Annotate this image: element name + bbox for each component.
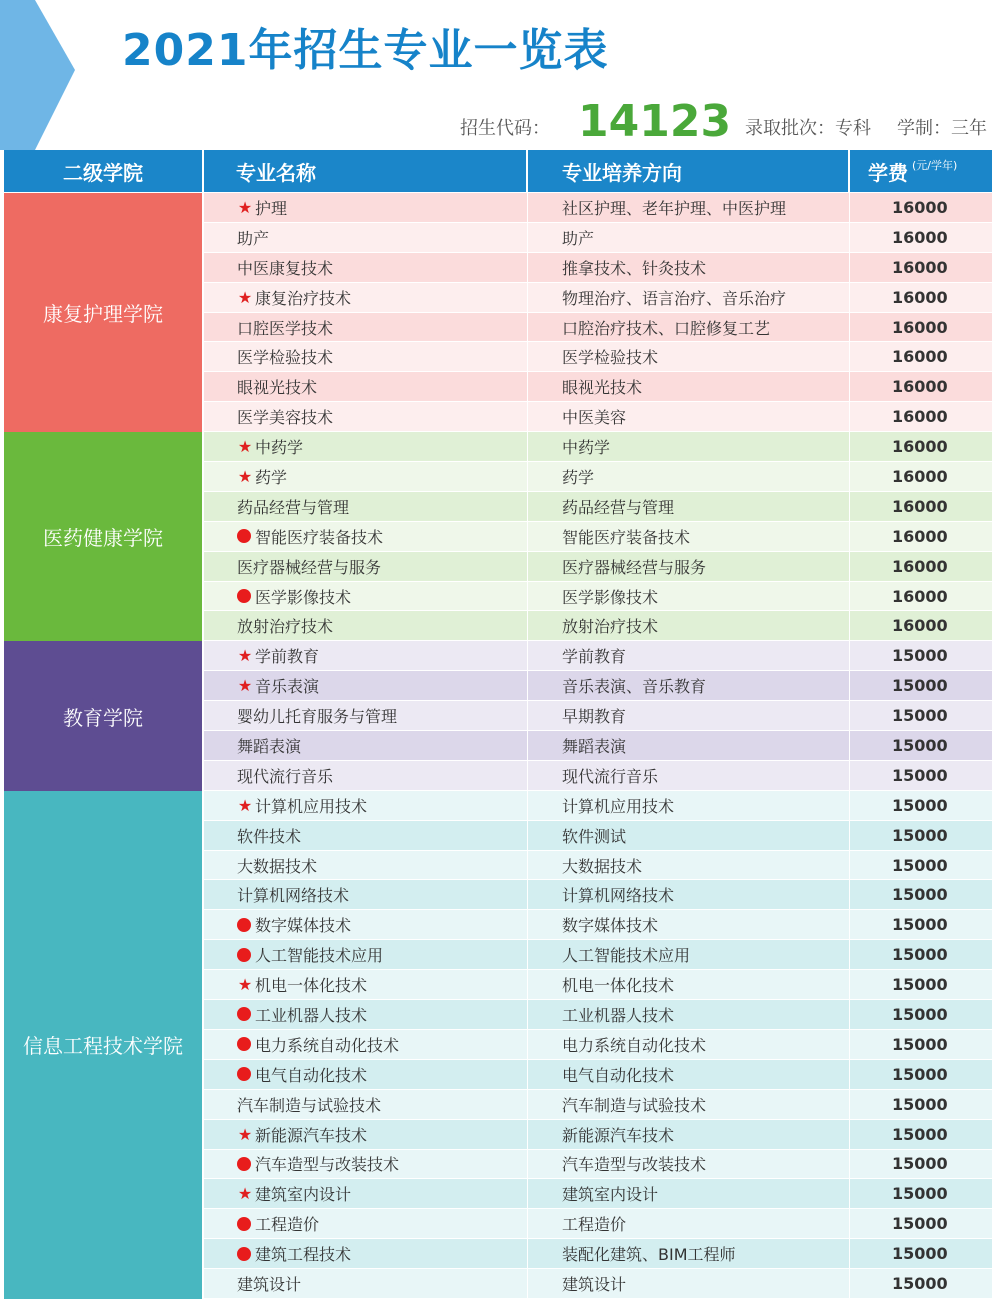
direction-cell: 现代流行音乐 (528, 761, 850, 790)
star-icon: ★ (237, 646, 253, 666)
fee-cell: 16000 (892, 377, 948, 397)
star-icon: ★ (237, 676, 253, 696)
direction-cell: 医疗器械经营与服务 (528, 552, 850, 581)
direction-cell: 人工智能技术应用 (528, 940, 850, 969)
header-fee-label: 学费 (868, 160, 908, 185)
red-dot-icon (237, 529, 251, 543)
code-label: 招生代码： (460, 118, 550, 139)
major-cell (204, 1209, 528, 1238)
major-cell (204, 462, 528, 491)
fee-cell: 15000 (892, 795, 948, 815)
direction-cell: 建筑室内设计 (528, 1179, 850, 1208)
major-name: 药品经营与管理 (237, 497, 350, 517)
major-cell (204, 342, 528, 371)
major-cell (204, 1239, 528, 1268)
major-name: 大数据技术 (237, 856, 318, 876)
direction-cell: 大数据技术 (528, 851, 850, 880)
direction-cell: 电气自动化技术 (528, 1060, 850, 1089)
major-name: 助产 (237, 228, 270, 248)
header-fee (850, 150, 992, 192)
fee-cell: 15000 (892, 765, 948, 785)
header-major: 专业名称 (204, 150, 528, 192)
table-row (204, 492, 992, 522)
direction-cell: 电力系统自动化技术 (528, 1030, 850, 1059)
table-row (204, 432, 992, 462)
fee-cell: 16000 (892, 317, 948, 337)
fee-cell: 15000 (892, 1154, 948, 1174)
fee-cell: 16000 (892, 437, 948, 457)
major-name: 新能源汽车技术 (255, 1125, 368, 1145)
table-row (204, 313, 992, 343)
direction-cell: 舞蹈表演 (528, 731, 850, 760)
header-college: 二级学院 (4, 150, 204, 192)
college-name: 教育学院 (4, 641, 204, 790)
major-name: 建筑工程技术 (255, 1245, 352, 1265)
star-icon: ★ (237, 795, 253, 815)
direction-cell: 学前教育 (528, 641, 850, 670)
direction-cell: 新能源汽车技术 (528, 1120, 850, 1149)
table-row (204, 253, 992, 283)
table-header (4, 150, 992, 192)
red-dot-icon (237, 1007, 251, 1021)
major-cell (204, 253, 528, 282)
table-row (204, 1179, 992, 1209)
page-title: 2021年招生专业一览表 (122, 25, 609, 76)
table-row (204, 582, 992, 612)
direction-cell: 工程造价 (528, 1209, 850, 1238)
major-name: 软件技术 (237, 826, 302, 846)
major-name: 舞蹈表演 (237, 736, 302, 756)
major-cell (204, 283, 528, 312)
major-name: 音乐表演 (255, 677, 320, 697)
table-row (204, 910, 992, 940)
major-name: 计算机网络技术 (237, 886, 350, 906)
direction-cell: 计算机应用技术 (528, 791, 850, 820)
major-name: 人工智能技术应用 (255, 946, 384, 966)
table-row (204, 611, 992, 641)
major-cell (204, 791, 528, 820)
table-row (204, 283, 992, 313)
major-name: 医学影像技术 (255, 587, 352, 607)
major-cell (204, 372, 528, 401)
fee-cell: 15000 (892, 1214, 948, 1234)
major-cell (204, 731, 528, 760)
direction-cell: 医学检验技术 (528, 342, 850, 371)
direction-cell: 机电一体化技术 (528, 970, 850, 999)
direction-cell: 推拿技术、针灸技术 (528, 253, 850, 282)
direction-cell: 工业机器人技术 (528, 1000, 850, 1029)
table-row (204, 671, 992, 701)
fee-cell: 15000 (892, 1184, 948, 1204)
fee-cell: 15000 (892, 915, 948, 935)
direction-cell: 社区护理、老年护理、中医护理 (528, 193, 850, 222)
direction-cell: 装配化建筑、BIM工程师 (528, 1239, 850, 1268)
table-row (204, 1120, 992, 1150)
table-row (204, 1239, 992, 1269)
major-cell (204, 1060, 528, 1089)
red-dot-icon (237, 589, 251, 603)
red-dot-icon (237, 918, 251, 932)
major-cell (204, 851, 528, 880)
red-dot-icon (237, 1067, 251, 1081)
major-cell (204, 611, 528, 640)
major-name: 医学美容技术 (237, 408, 334, 428)
major-name: 康复治疗技术 (255, 288, 352, 308)
fee-cell: 15000 (892, 945, 948, 965)
major-cell (204, 1120, 528, 1149)
major-cell (204, 1000, 528, 1029)
major-name: 中医康复技术 (237, 258, 334, 278)
code-value: 14123 (578, 96, 732, 147)
fee-cell: 16000 (892, 466, 948, 486)
college-name: 康复护理学院 (4, 193, 204, 432)
major-name: 电力系统自动化技术 (255, 1035, 400, 1055)
majors-table (4, 193, 992, 1299)
major-cell (204, 522, 528, 551)
table-row (204, 791, 992, 821)
direction-cell: 助产 (528, 223, 850, 252)
table-row (204, 851, 992, 881)
fee-cell: 16000 (892, 586, 948, 606)
table-row (204, 761, 992, 791)
major-cell (204, 701, 528, 730)
direction-cell: 建筑设计 (528, 1269, 850, 1298)
batch-info: 录取批次：专科 (745, 118, 871, 139)
major-cell (204, 1150, 528, 1179)
major-name: 药学 (255, 467, 288, 487)
college-name: 信息工程技术学院 (4, 791, 204, 1299)
major-cell (204, 671, 528, 700)
fee-cell: 16000 (892, 407, 948, 427)
table-row (204, 522, 992, 552)
major-cell (204, 1030, 528, 1059)
major-name: 工业机器人技术 (255, 1005, 368, 1025)
table-row (204, 462, 992, 492)
star-icon: ★ (237, 197, 253, 217)
direction-cell: 药品经营与管理 (528, 492, 850, 521)
table-row (204, 940, 992, 970)
college-group (4, 641, 992, 790)
header-direction: 专业培养方向 (528, 150, 850, 192)
college-group (4, 432, 992, 641)
table-row (204, 821, 992, 851)
direction-cell: 眼视光技术 (528, 372, 850, 401)
fee-cell: 16000 (892, 227, 948, 247)
major-cell (204, 193, 528, 222)
major-name: 医疗器械经营与服务 (237, 557, 382, 577)
major-name: 建筑室内设计 (255, 1185, 352, 1205)
major-cell (204, 492, 528, 521)
enrollment-info (0, 92, 1000, 152)
star-icon: ★ (237, 1124, 253, 1144)
table-row (204, 402, 992, 432)
direction-cell: 物理治疗、语言治疗、音乐治疗 (528, 283, 850, 312)
star-icon: ★ (237, 287, 253, 307)
direction-cell: 音乐表演、音乐教育 (528, 671, 850, 700)
major-cell (204, 552, 528, 581)
major-name: 放射治疗技术 (237, 617, 334, 637)
major-cell (204, 582, 528, 611)
fee-cell: 16000 (892, 616, 948, 636)
fee-cell: 15000 (892, 1064, 948, 1084)
major-name: 婴幼儿托育服务与管理 (237, 707, 398, 727)
major-name: 电气自动化技术 (255, 1065, 368, 1085)
fee-cell: 16000 (892, 197, 948, 217)
table-row (204, 193, 992, 223)
major-cell (204, 313, 528, 342)
red-dot-icon (237, 1037, 251, 1051)
fee-cell: 15000 (892, 1034, 948, 1054)
direction-cell: 智能医疗装备技术 (528, 522, 850, 551)
major-name: 护理 (255, 198, 288, 218)
red-dot-icon (237, 1247, 251, 1261)
major-cell (204, 1179, 528, 1208)
college-name: 医药健康学院 (4, 432, 204, 641)
major-cell (204, 223, 528, 252)
direction-cell: 医学影像技术 (528, 582, 850, 611)
fee-cell: 16000 (892, 526, 948, 546)
direction-cell: 中药学 (528, 432, 850, 461)
major-name: 建筑设计 (237, 1275, 302, 1294)
major-name: 计算机应用技术 (255, 796, 368, 816)
fee-cell: 15000 (892, 676, 948, 696)
direction-cell: 药学 (528, 462, 850, 491)
major-name: 工程造价 (255, 1215, 320, 1235)
table-row (204, 1000, 992, 1030)
fee-cell: 15000 (892, 1274, 948, 1293)
fee-cell: 15000 (892, 1094, 948, 1114)
major-name: 口腔医学技术 (237, 318, 334, 338)
major-name: 汽车制造与试验技术 (237, 1095, 382, 1115)
major-name: 现代流行音乐 (237, 766, 334, 786)
fee-cell: 15000 (892, 1244, 948, 1264)
direction-cell: 中医美容 (528, 402, 850, 431)
table-row (204, 701, 992, 731)
table-row (204, 880, 992, 910)
major-cell (204, 970, 528, 999)
table-row (204, 223, 992, 253)
fee-cell: 15000 (892, 706, 948, 726)
major-name: 医学检验技术 (237, 348, 334, 368)
table-row (204, 731, 992, 761)
fee-cell: 15000 (892, 1004, 948, 1024)
star-icon: ★ (237, 466, 253, 486)
table-row (204, 1150, 992, 1180)
college-group (4, 791, 992, 1299)
star-icon: ★ (237, 1184, 253, 1204)
direction-cell: 放射治疗技术 (528, 611, 850, 640)
major-cell (204, 1269, 528, 1298)
table-row (204, 970, 992, 1000)
table-row (204, 1090, 992, 1120)
fee-cell: 16000 (892, 287, 948, 307)
direction-cell: 汽车制造与试验技术 (528, 1090, 850, 1119)
table-row (204, 1269, 992, 1299)
major-cell (204, 1090, 528, 1119)
header-fee-unit: (元/学年) (912, 159, 958, 172)
college-group (4, 193, 992, 432)
star-icon: ★ (237, 975, 253, 995)
major-cell (204, 940, 528, 969)
fee-cell: 15000 (892, 735, 948, 755)
direction-cell: 早期教育 (528, 701, 850, 730)
table-row (204, 1030, 992, 1060)
major-name: 学前教育 (255, 647, 320, 667)
direction-cell: 软件测试 (528, 821, 850, 850)
direction-cell: 汽车造型与改装技术 (528, 1150, 850, 1179)
major-name: 机电一体化技术 (255, 976, 368, 996)
major-name: 汽车造型与改装技术 (255, 1155, 400, 1175)
star-icon: ★ (237, 437, 253, 457)
fee-cell: 15000 (892, 1124, 948, 1144)
red-dot-icon (237, 948, 251, 962)
table-row (204, 372, 992, 402)
fee-cell: 15000 (892, 855, 948, 875)
red-dot-icon (237, 1217, 251, 1231)
direction-cell: 口腔治疗技术、口腔修复工艺 (528, 313, 850, 342)
major-cell (204, 761, 528, 790)
fee-cell: 15000 (892, 646, 948, 666)
major-cell (204, 880, 528, 909)
direction-cell: 数字媒体技术 (528, 910, 850, 939)
major-name: 中药学 (255, 438, 304, 458)
major-name: 智能医疗装备技术 (255, 527, 384, 547)
fee-cell: 16000 (892, 556, 948, 576)
major-cell (204, 432, 528, 461)
major-cell (204, 910, 528, 939)
table-row (204, 552, 992, 582)
fee-cell: 15000 (892, 975, 948, 995)
major-name: 数字媒体技术 (255, 916, 352, 936)
table-row (204, 641, 992, 671)
table-row (204, 1209, 992, 1239)
fee-cell: 15000 (892, 825, 948, 845)
fee-cell: 16000 (892, 347, 948, 367)
major-name: 眼视光技术 (237, 378, 318, 398)
red-dot-icon (237, 1157, 251, 1171)
fee-cell: 16000 (892, 257, 948, 277)
table-row (204, 1060, 992, 1090)
major-cell (204, 641, 528, 670)
fee-cell: 16000 (892, 496, 948, 516)
fee-cell: 15000 (892, 885, 948, 905)
table-row (204, 342, 992, 372)
duration-info: 学制：三年 (897, 118, 987, 139)
major-cell (204, 821, 528, 850)
direction-cell: 计算机网络技术 (528, 880, 850, 909)
major-cell (204, 402, 528, 431)
